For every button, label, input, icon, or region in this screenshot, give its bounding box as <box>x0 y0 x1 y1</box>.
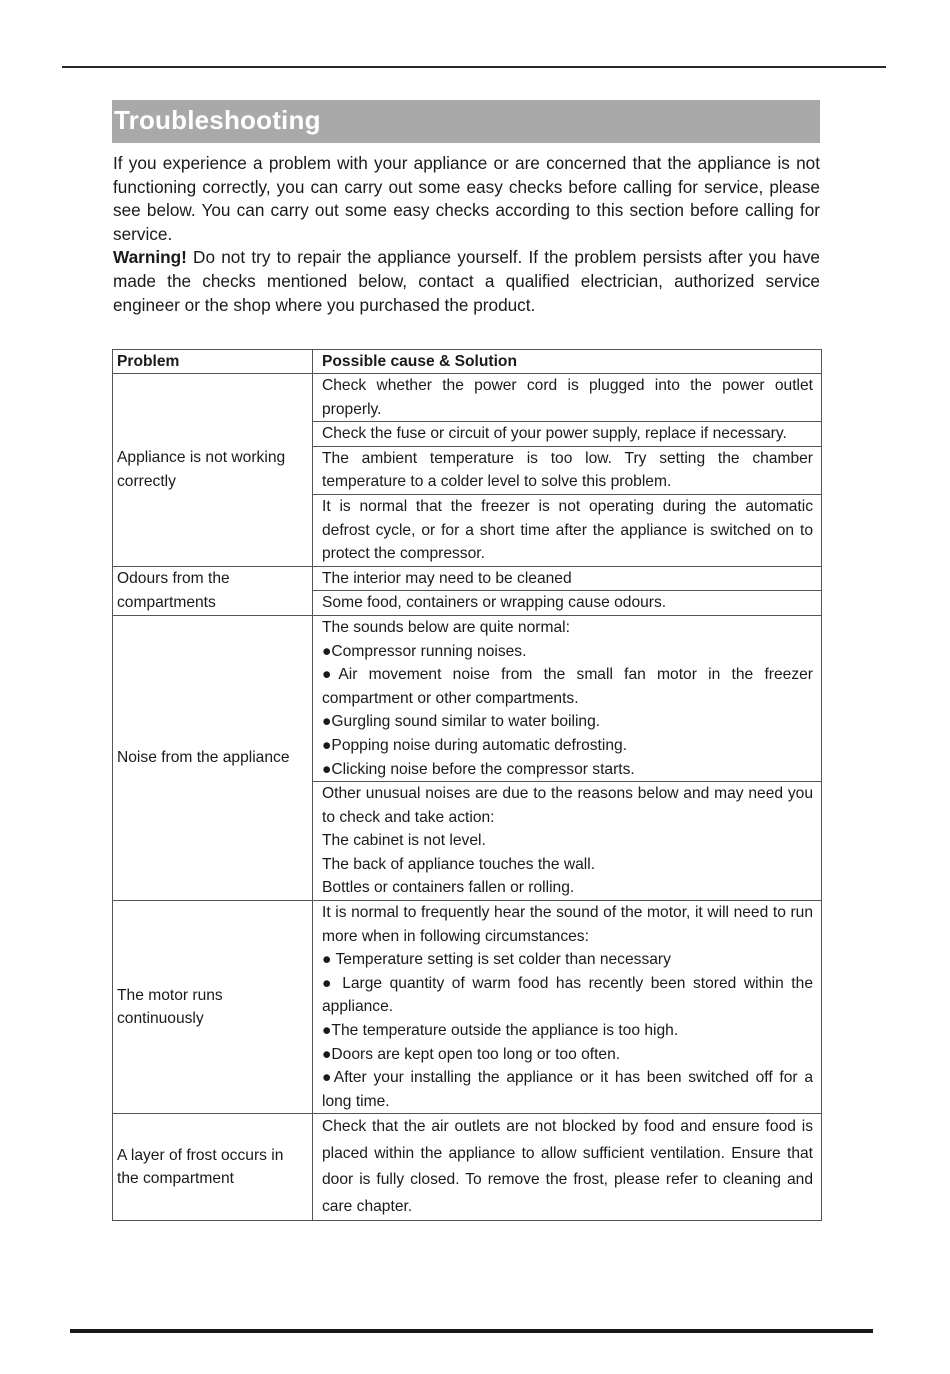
bottom-rule <box>70 1329 873 1333</box>
solution-line: ●Popping noise during automatic defrosting. <box>322 736 628 754</box>
solution-cell <box>313 374 822 422</box>
solution-line: Other unusual noises are due to the reasons below and may need you to check and take action: <box>322 785 813 826</box>
solution-cell <box>313 422 822 447</box>
problem-cell: Appliance is not working correctly <box>113 374 313 567</box>
solution-line: It is normal to frequently hear the sound of the motor, it will need to run more when in following circumstances: <box>322 904 813 945</box>
solution-line: ●Air movement noise from the small fan motor in the freezer compartment or other compartments. <box>322 666 813 707</box>
solution-line: The back of appliance touches the wall. <box>322 855 596 873</box>
header-solution: Possible cause & Solution <box>313 350 822 374</box>
troubleshooting-table <box>112 349 822 1221</box>
solution-cell <box>313 591 822 616</box>
section-title-bar <box>112 100 820 143</box>
solution-line: ●After your installing the appliance or it has been switched off for a long time. <box>322 1069 813 1110</box>
problem-cell: Odours from the compartments <box>113 566 313 615</box>
table-header-row <box>113 350 822 374</box>
intro-text <box>113 152 820 317</box>
solution-line: ●Compressor running noises. <box>322 642 527 660</box>
solution-cell <box>313 615 822 781</box>
solution-line: Some food, containers or wrapping cause odours. <box>322 594 667 612</box>
table-row <box>113 1114 822 1221</box>
solution-line: ● Temperature setting is set colder than necessary <box>322 951 671 969</box>
page-title: Troubleshooting <box>114 105 321 135</box>
solution-line: ●Doors are kept open too long or too often. <box>322 1045 621 1063</box>
solution-line: ●The temperature outside the appliance is too high. <box>322 1022 679 1040</box>
problem-cell: The motor runs continuously <box>113 901 313 1114</box>
top-rule <box>62 66 886 68</box>
problem-cell: Noise from the appliance <box>113 615 313 900</box>
table-row <box>113 615 822 781</box>
solution-line: Check whether the power cord is plugged into the power outlet properly. <box>322 377 813 418</box>
solution-line: The cabinet is not level. <box>322 832 486 850</box>
solution-line: The sounds below are quite normal: <box>322 618 570 636</box>
solution-cell <box>313 782 822 901</box>
solution-line: It is normal that the freezer is not operating during the automatic defrost cycle, or for a short time after the appliance is switched on to protect the compressor. <box>322 497 813 563</box>
solution-cell <box>313 494 822 566</box>
header-problem: Problem <box>113 350 313 374</box>
solution-cell <box>313 1114 822 1221</box>
table-body <box>113 374 822 1221</box>
table-row <box>113 901 822 1114</box>
table-row <box>113 374 822 422</box>
solution-line: ● Large quantity of warm food has recently been stored within the appliance. <box>322 974 813 1016</box>
solution-cell <box>313 446 822 494</box>
solution-line: The ambient temperature is too low. Try setting the chamber temperature to a colder level to solve this problem. <box>322 449 813 491</box>
problem-cell: A layer of frost occurs in the compartment <box>113 1114 313 1221</box>
solution-line: ●Clicking noise before the compressor starts. <box>322 760 635 778</box>
solution-cell <box>313 566 822 591</box>
solution-cell <box>313 901 822 1114</box>
solution-line: ●Gurgling sound similar to water boiling. <box>322 713 601 731</box>
solution-line: Check the fuse or circuit of your power supply, replace if necessary. <box>322 425 787 443</box>
warning-paragraph <box>113 246 820 317</box>
solution-line: Bottles or containers fallen or rolling. <box>322 879 575 897</box>
solution-line: Check that the air outlets are not blocked by food and ensure food is placed within the appliance to allow sufficient ventilation. Ensure that door is fully closed. To remove the frost, please refer to cleaning and care chapter. <box>322 1118 813 1215</box>
table-row <box>113 566 822 591</box>
warning-label: Warning! <box>113 247 187 268</box>
solution-line: The interior may need to be cleaned <box>322 569 572 587</box>
warning-text: Do not try to repair the appliance yourself. If the problem persists after you have made the checks mentioned below, contact a qualified electrician, authorized service engineer or the shop where you purchased the product. <box>113 247 820 315</box>
intro-paragraph: If you experience a problem with your appliance or are concerned that the appliance is not functioning correctly, you can carry out some easy checks before calling for service, please see below. You can carry out some easy checks according to this section before calling for service. <box>113 153 820 244</box>
